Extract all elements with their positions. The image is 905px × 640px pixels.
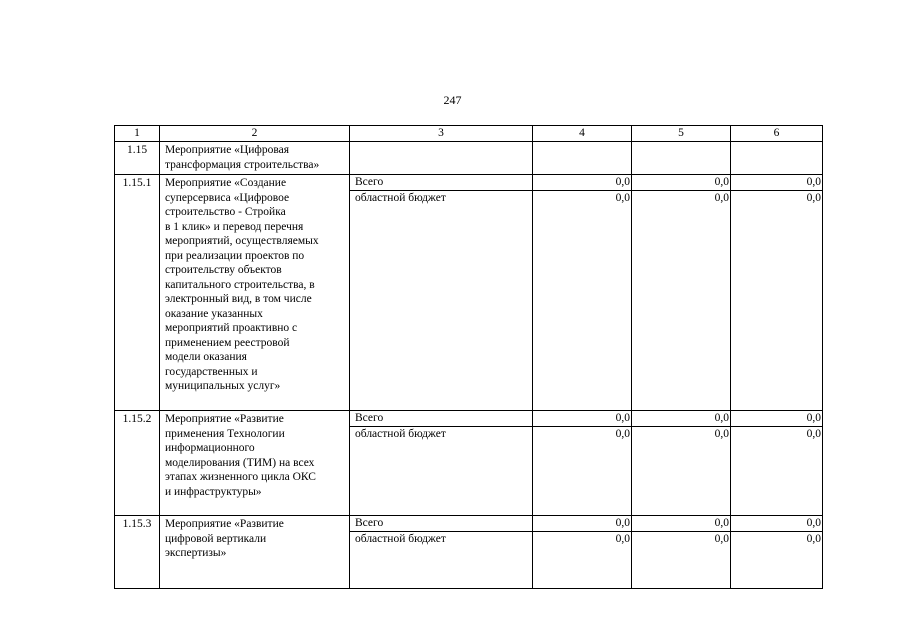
measure-name — [160, 411, 350, 516]
header-cell: 2 — [160, 126, 350, 142]
name-line: экспертизы» — [165, 547, 227, 559]
value-cell — [632, 411, 731, 516]
funding-source: областной бюджет — [355, 533, 446, 545]
value-cell — [731, 411, 823, 516]
header-cell: 5 — [632, 126, 731, 142]
name-line: Мероприятие «Цифровая — [165, 144, 290, 156]
page-number: 247 — [443, 93, 462, 107]
name-line: информационного — [165, 442, 255, 454]
row-number: 1.15.2 — [115, 411, 160, 516]
name-line: моделирования (ТИМ) на всех — [165, 456, 315, 469]
value: 0,0 — [806, 192, 821, 204]
name-line: строительству объектов — [165, 264, 282, 276]
name-line: Мероприятие «Развитие — [165, 518, 284, 530]
name-line: мероприятий, осуществляемых — [165, 235, 319, 247]
empty-cell — [533, 142, 632, 175]
name-line: Мероприятие «Развитие — [165, 413, 284, 425]
table-row — [115, 411, 823, 516]
funding-source-cell — [350, 175, 533, 411]
value-cell — [632, 175, 731, 411]
name-line: оказание указанных — [165, 307, 263, 320]
value-cell — [533, 411, 632, 516]
value: 0,0 — [731, 175, 822, 191]
name-line: при реализации проектов по — [165, 249, 305, 262]
measure-name — [160, 175, 350, 411]
header-cell: 3 — [350, 126, 533, 142]
value: 0,0 — [615, 533, 630, 545]
value: 0,0 — [731, 411, 822, 427]
name-line: электронный вид, в том числе — [165, 293, 312, 305]
section-row — [115, 142, 823, 175]
value: 0,0 — [731, 516, 822, 532]
value: 0,0 — [533, 175, 631, 191]
name-line: муниципальных услуг» — [165, 380, 281, 392]
row-number: 1.15 — [115, 142, 160, 175]
header-row — [115, 126, 823, 142]
table-row — [115, 175, 823, 411]
measure-name — [160, 516, 350, 589]
funding-source: Всего — [350, 516, 532, 532]
value: 0,0 — [714, 192, 729, 204]
value: 0,0 — [632, 175, 730, 191]
name-line: и инфраструктуры» — [165, 485, 262, 498]
value-cell — [533, 175, 632, 411]
empty-cell — [731, 142, 823, 175]
value: 0,0 — [806, 428, 821, 440]
name-line: в 1 клик» и перевод перечня — [165, 220, 304, 233]
funding-source-cell — [350, 411, 533, 516]
funding-source: Всего — [350, 175, 532, 191]
name-line: Мероприятие «Создание — [165, 177, 287, 189]
header-cell: 1 — [115, 126, 160, 142]
name-line: трансформация строительства» — [165, 158, 320, 171]
funding-source-cell — [350, 516, 533, 589]
name-line: применения Технологии — [165, 427, 285, 440]
name-line: строительство - Стройка — [165, 206, 286, 218]
value: 0,0 — [533, 516, 631, 532]
value-cell — [731, 175, 823, 411]
header-cell: 6 — [731, 126, 823, 142]
name-line: капитального строительства, в — [165, 278, 315, 291]
value-cell — [731, 516, 823, 589]
name-line: государственных и — [165, 365, 258, 378]
header-cell: 4 — [533, 126, 632, 142]
row-number: 1.15.3 — [115, 516, 160, 589]
value-cell — [533, 516, 632, 589]
value: 0,0 — [632, 516, 730, 532]
value: 0,0 — [632, 411, 730, 427]
value-cell — [632, 516, 731, 589]
value: 0,0 — [615, 428, 630, 440]
value: 0,0 — [806, 533, 821, 545]
funding-source: областной бюджет — [355, 428, 446, 440]
name-line: суперсервиса «Цифровое — [165, 191, 290, 204]
value: 0,0 — [714, 428, 729, 440]
name-line: этапах жизненного цикла ОКС — [165, 471, 316, 483]
empty-cell — [350, 142, 533, 175]
measures-table — [114, 125, 823, 589]
empty-cell — [632, 142, 731, 175]
table-row — [115, 516, 823, 589]
name-line: модели оказания — [165, 351, 247, 363]
value: 0,0 — [714, 533, 729, 545]
name-line: применением реестровой — [165, 336, 290, 349]
name-line: цифровой вертикали — [165, 532, 267, 545]
value: 0,0 — [615, 192, 630, 204]
funding-source: областной бюджет — [355, 192, 446, 204]
value: 0,0 — [533, 411, 631, 427]
measure-name — [160, 142, 350, 175]
row-number: 1.15.1 — [115, 175, 160, 411]
funding-source: Всего — [350, 411, 532, 427]
name-line: мероприятий проактивно с — [165, 322, 298, 334]
